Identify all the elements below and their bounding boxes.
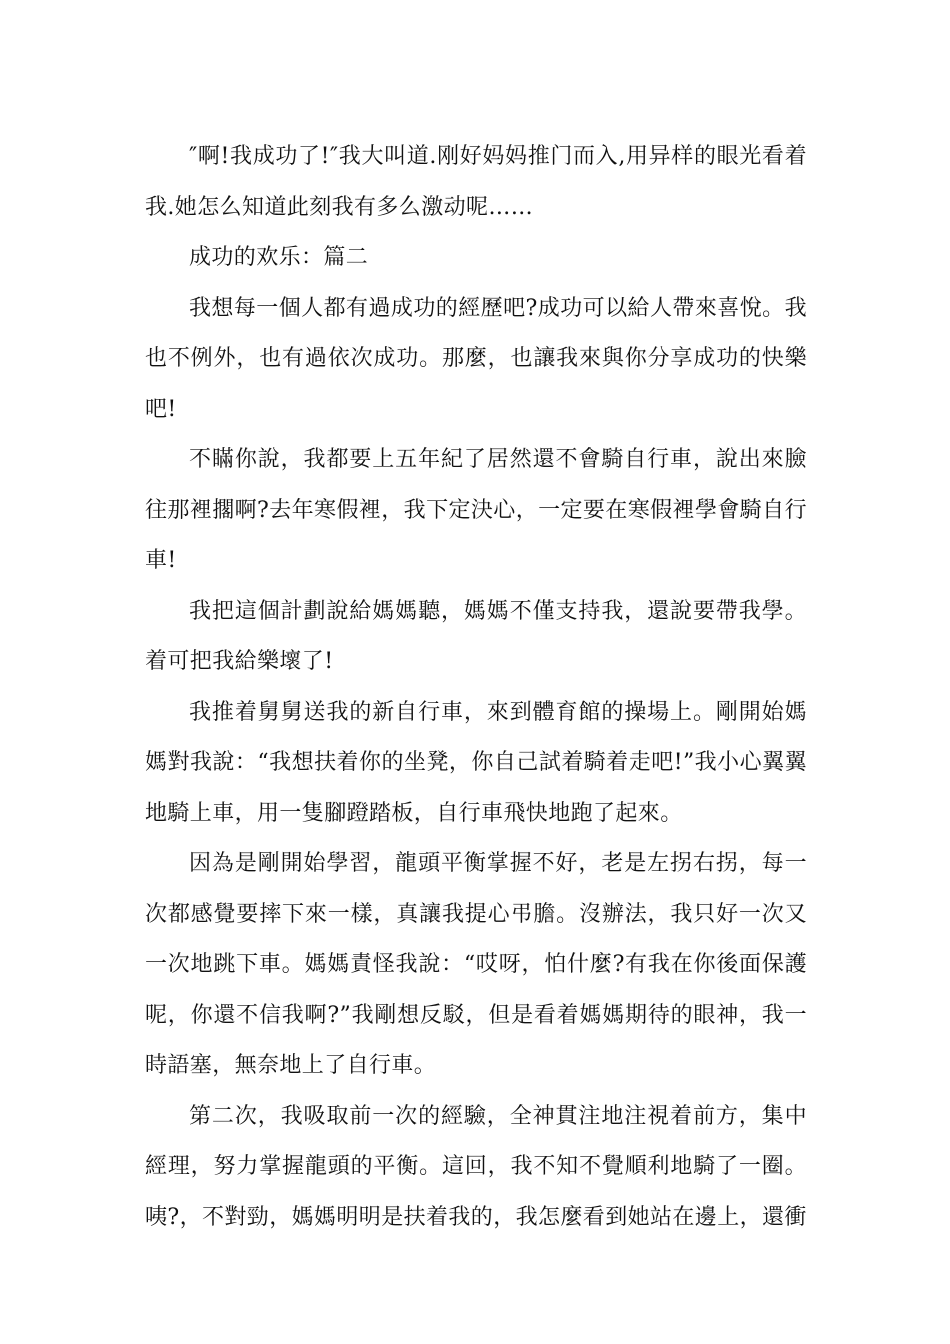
section-heading: 成功的欢乐：篇二 — [189, 245, 369, 270]
document-body — [145, 132, 807, 1243]
paragraph-4: 我把這個計劃說給媽媽聽，媽媽不僅支持我，還說要帶我學。着可把我給樂壞了! — [145, 598, 807, 674]
paragraph-5: 我推着舅舅送我的新自行車，來到體育館的操場上。剛開始媽媽對我說：“我想扶着你的坐凳，你自己試着騎着走吧!”我小心翼翼地騎上車，用一隻腳蹬踏板，自行車飛快地跑了起來。 — [145, 699, 807, 826]
paragraph-7: 第二次，我吸取前一次的經驗，全神貫注地注視着前方，集中經理，努力掌握龍頭的平衡。這回，我不知不覺順利地騎了一圈。咦?，不對勁，媽媽明明是扶着我的，我怎麼看到她站在邊上，還衝 — [145, 1103, 807, 1230]
paragraph-1: ″啊!我成功了!″我大叫道.刚好妈妈推门而入,用异样的眼光看着我.她怎么知道此刻我有多么激动呢…… — [145, 144, 807, 220]
paragraph-2: 我想每一個人都有過成功的經歷吧?成功可以給人帶來喜悅。我也不例外，也有過依次成功。那麼，也讓我來與你分享成功的快樂吧! — [145, 295, 807, 422]
paragraph-3: 不瞞你說，我都要上五年紀了居然還不會騎自行車，說出來臉往那裡擱啊?去年寒假裡，我下定決心，一定要在寒假裡學會騎自行車! — [145, 447, 807, 573]
paragraph-6: 因為是剛開始學習，龍頭平衡掌握不好，老是左拐右拐，每一次都感覺要摔下來一樣，真讓我提心弔膽。沒辦法，我只好一次又一次地跳下車。媽媽責怪我說：“哎呀，怕什麼?有我在你後面保護呢，你還不信我啊?”我剛想反駁，但是看着媽媽期待的眼神，我一時語塞，無奈地上了自行車。 — [145, 851, 807, 1078]
